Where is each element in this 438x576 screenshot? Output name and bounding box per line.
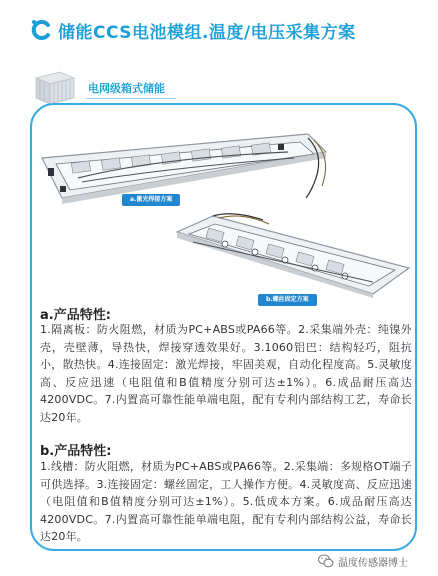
screw-fixing-module-image (173, 212, 413, 298)
page-title: 储能CCS电池模组.温度/电压采集方案 (58, 23, 356, 43)
photo1-caption: a.激光焊接方案 (122, 194, 180, 206)
watermark (318, 552, 408, 570)
feature-a-heading: a.产品特性: (40, 308, 111, 323)
feature-a-text: 1.隔离板：防火阻燃，材质为PC+ABS或PA66等。2.采集端外壳：纯镍外壳，壳壁薄，导热快，焊接穿透效果好。3.1060铝巴：结构轻巧，阻抗小，散热快。4.连接固定：激光焊接，牢固美观，自动化程度高。5.灵敏度高、反应迅速（电阻值和B值精度分别可达±1%）。6.成品耐压高达4200VDC。7.内置高可靠性能单端电阻，配有专利内部结构工艺，寿命长达20年。 (40, 323, 412, 424)
laser-welding-module-image (38, 128, 328, 204)
page-header (0, 0, 438, 60)
wechat-icon (318, 554, 334, 568)
brand-logo-icon (30, 19, 52, 41)
photo2-caption: b.螺丝固定方案 (258, 294, 317, 306)
section-title: 电网级箱式储能 (88, 82, 165, 95)
feature-b-heading: b.产品特性: (40, 444, 112, 459)
container-storage-icon (30, 68, 78, 108)
feature-b-text: 1.线槽：防火阻燃，材质为PC+ABS或PA66等。2.采集端：多规格OT端子可供选择。3.连接固定：螺丝固定，工人操作方便。4.灵敏度高、反应迅速（电阻值和B值精度分别可达±1%）。5.低成本方案。6.成品耐压高达4200VDC。7.内置高可靠性能单端电阻，配有专利内部结构公益，寿命长达20年。 (40, 460, 412, 543)
watermark-text: 温度传感器博士 (338, 557, 408, 569)
section-underline (86, 98, 176, 99)
